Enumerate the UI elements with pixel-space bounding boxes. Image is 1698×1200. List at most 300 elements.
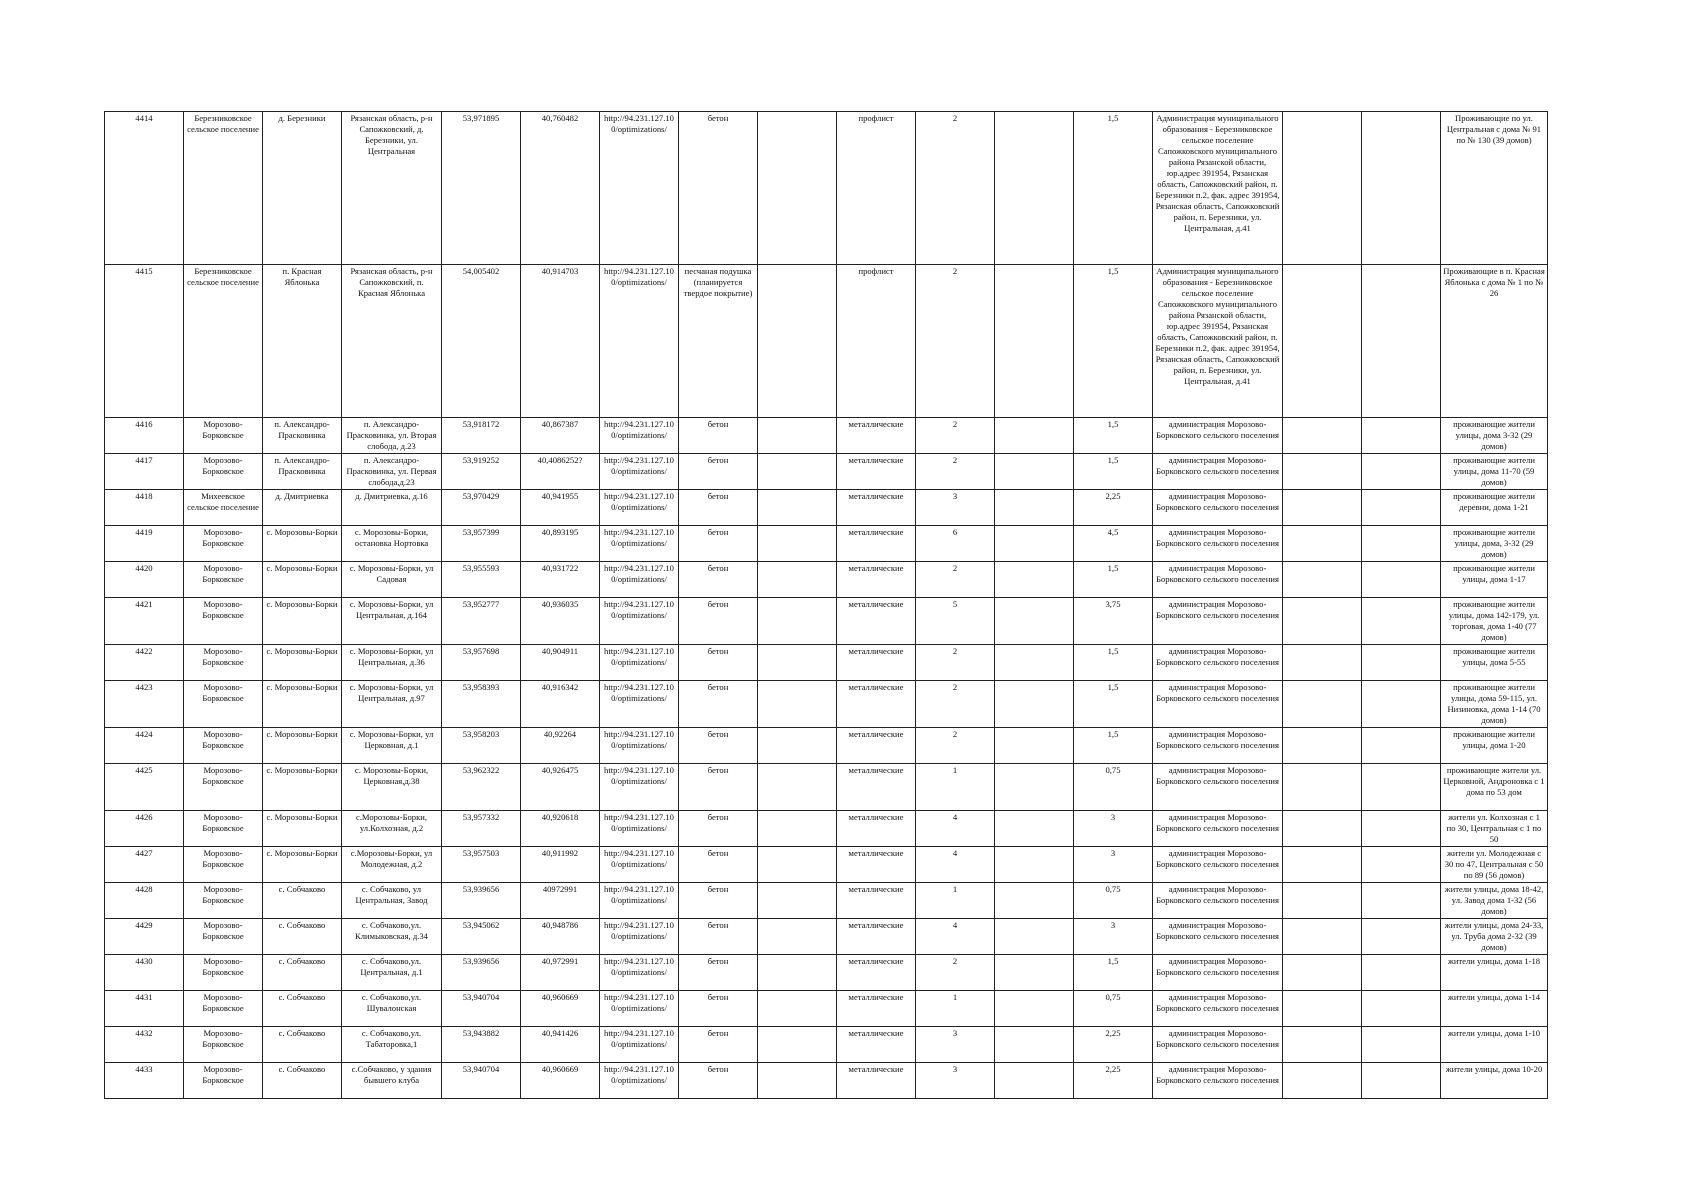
empty-cell <box>1283 490 1362 526</box>
link-cell: http://94.231.127.100/optimizations/ <box>600 645 679 681</box>
empty-cell <box>995 764 1074 811</box>
fence-cell: металлические <box>837 847 916 883</box>
container-count-cell: 2 <box>916 454 995 490</box>
fence-cell: металлические <box>837 562 916 598</box>
address-cell: с.Морозовы-Борки, ул.Колхозная, д.2 <box>342 811 442 847</box>
table-row <box>105 454 1548 490</box>
empty-cell <box>758 490 837 526</box>
registry-table <box>104 111 1548 1099</box>
address-cell: п. Александро-Прасковинка, ул. Первая слобода,д.23 <box>342 454 442 490</box>
latitude-cell: 53,940704 <box>442 991 521 1027</box>
surface-cell: песчаная подушка (планируется твердое покрытие) <box>679 265 758 418</box>
empty-cell <box>758 598 837 645</box>
empty-cell <box>1362 598 1441 645</box>
owner-cell: администрация Морозово-Борковского сельского поселения <box>1153 764 1283 811</box>
surface-cell: бетон <box>679 883 758 919</box>
locality-cell: с. Собчаково <box>263 1027 342 1063</box>
empty-cell <box>1362 526 1441 562</box>
empty-cell <box>758 1063 837 1099</box>
empty-cell <box>995 919 1074 955</box>
volume-cell: 1,5 <box>1074 955 1153 991</box>
container-count-cell: 1 <box>916 764 995 811</box>
table-row <box>105 418 1548 454</box>
fence-cell: металлические <box>837 955 916 991</box>
link-cell: http://94.231.127.100/optimizations/ <box>600 265 679 418</box>
locality-cell: с. Морозовы-Борки <box>263 681 342 728</box>
empty-cell <box>995 883 1074 919</box>
surface-cell: бетон <box>679 919 758 955</box>
volume-cell: 1,5 <box>1074 645 1153 681</box>
locality-cell: с. Собчаково <box>263 991 342 1027</box>
latitude-cell: 53,945062 <box>442 919 521 955</box>
owner-cell: администрация Морозово-Борковского сельского поселения <box>1153 991 1283 1027</box>
fence-cell: профлист <box>837 112 916 265</box>
table-row <box>105 764 1548 811</box>
link-cell: http://94.231.127.100/optimizations/ <box>600 490 679 526</box>
settlement-cell: Морозово-Борковское <box>184 955 263 991</box>
locality-cell: п. Красная Яблонька <box>263 265 342 418</box>
settlement-cell: Морозово-Борковское <box>184 645 263 681</box>
served-cell: проживающие жители улицы, дома 11-70 (59 домов) <box>1441 454 1548 490</box>
row-number: 4414 <box>105 112 184 265</box>
table-row <box>105 811 1548 847</box>
fence-cell: металлические <box>837 598 916 645</box>
empty-cell <box>1283 811 1362 847</box>
row-number: 4426 <box>105 811 184 847</box>
owner-cell: Администрация муниципального образования - Березниковское сельское поселение Сапожковского муниципального района Рязанской области, юр.адрес 391954, Рязанская область, Сапожковский район, п. Березники п.2, фак. адрес 391954, Рязанская область, Сапожковский район, п. Березники, ул. Центральная, д.41 <box>1153 265 1283 418</box>
empty-cell <box>1283 598 1362 645</box>
empty-cell <box>758 847 837 883</box>
volume-cell: 4,5 <box>1074 526 1153 562</box>
address-cell: с.Морозовы-Борки, ул Молодежная, д.2 <box>342 847 442 883</box>
fence-cell: металлические <box>837 728 916 764</box>
owner-cell: администрация Морозово-Борковского сельского поселения <box>1153 418 1283 454</box>
table-row <box>105 645 1548 681</box>
link-cell: http://94.231.127.100/optimizations/ <box>600 418 679 454</box>
empty-cell <box>1283 645 1362 681</box>
latitude-cell: 53,957332 <box>442 811 521 847</box>
container-count-cell: 4 <box>916 919 995 955</box>
address-cell: с. Собчаково,ул. Центральная, д.1 <box>342 955 442 991</box>
locality-cell: с. Собчаково <box>263 1063 342 1099</box>
fence-cell: металлические <box>837 1027 916 1063</box>
container-count-cell: 3 <box>916 1063 995 1099</box>
surface-cell: бетон <box>679 598 758 645</box>
surface-cell: бетон <box>679 1027 758 1063</box>
empty-cell <box>1283 919 1362 955</box>
table-row <box>105 955 1548 991</box>
empty-cell <box>758 454 837 490</box>
empty-cell <box>995 1063 1074 1099</box>
settlement-cell: Морозово-Борковское <box>184 418 263 454</box>
volume-cell: 1,5 <box>1074 112 1153 265</box>
owner-cell: администрация Морозово-Борковского сельского поселения <box>1153 847 1283 883</box>
owner-cell: администрация Морозово-Борковского сельского поселения <box>1153 645 1283 681</box>
empty-cell <box>758 764 837 811</box>
empty-cell <box>1283 418 1362 454</box>
fence-cell: металлические <box>837 418 916 454</box>
empty-cell <box>758 811 837 847</box>
row-number: 4425 <box>105 764 184 811</box>
empty-cell <box>995 562 1074 598</box>
address-cell: с. Морозовы-Борки, ул Садовая <box>342 562 442 598</box>
fence-cell: металлические <box>837 811 916 847</box>
empty-cell <box>1362 112 1441 265</box>
container-count-cell: 4 <box>916 847 995 883</box>
empty-cell <box>1362 811 1441 847</box>
empty-cell <box>995 112 1074 265</box>
fence-cell: металлические <box>837 526 916 562</box>
empty-cell <box>1362 847 1441 883</box>
empty-cell <box>995 681 1074 728</box>
address-cell: с. Морозовы-Борки, Церковная,д.38 <box>342 764 442 811</box>
link-cell: http://94.231.127.100/optimizations/ <box>600 991 679 1027</box>
locality-cell: с. Морозовы-Борки <box>263 847 342 883</box>
volume-cell: 3 <box>1074 847 1153 883</box>
empty-cell <box>1362 645 1441 681</box>
link-cell: http://94.231.127.100/optimizations/ <box>600 112 679 265</box>
empty-cell <box>1283 562 1362 598</box>
volume-cell: 0,75 <box>1074 991 1153 1027</box>
link-cell: http://94.231.127.100/optimizations/ <box>600 454 679 490</box>
served-cell: проживающие жители улицы, дома, 3-32 (29 домов) <box>1441 526 1548 562</box>
container-count-cell: 2 <box>916 645 995 681</box>
empty-cell <box>1283 454 1362 490</box>
volume-cell: 1,5 <box>1074 418 1153 454</box>
row-number: 4417 <box>105 454 184 490</box>
surface-cell: бетон <box>679 454 758 490</box>
link-cell: http://94.231.127.100/optimizations/ <box>600 1027 679 1063</box>
surface-cell: бетон <box>679 1063 758 1099</box>
empty-cell <box>995 847 1074 883</box>
address-cell: д. Дмитриевка, д.16 <box>342 490 442 526</box>
table-row <box>105 919 1548 955</box>
settlement-cell: Морозово-Борковское <box>184 454 263 490</box>
fence-cell: металлические <box>837 919 916 955</box>
fence-cell: металлические <box>837 681 916 728</box>
served-cell: жители улицы, дома 18-42, ул. Завод дома 1-32 (56 домов) <box>1441 883 1548 919</box>
served-cell: Проживающие по ул. Центральная с дома № 91 по № 130 (39 домов) <box>1441 112 1548 265</box>
row-number: 4428 <box>105 883 184 919</box>
volume-cell: 3,75 <box>1074 598 1153 645</box>
served-cell: жители улицы, дома 1-10 <box>1441 1027 1548 1063</box>
row-number: 4427 <box>105 847 184 883</box>
table-row <box>105 562 1548 598</box>
address-cell: с. Морозовы-Борки, остановка Нортовка <box>342 526 442 562</box>
fence-cell: металлические <box>837 883 916 919</box>
empty-cell <box>758 265 837 418</box>
latitude-cell: 53,918172 <box>442 418 521 454</box>
served-cell: жители улицы, дома 24-33, ул. Труба дома 2-32 (39 домов) <box>1441 919 1548 955</box>
surface-cell: бетон <box>679 847 758 883</box>
volume-cell: 1,5 <box>1074 562 1153 598</box>
row-number: 4415 <box>105 265 184 418</box>
locality-cell: д. Березники <box>263 112 342 265</box>
address-cell: Рязанская область, р-н Сапожковский, п. Красная Яблонька <box>342 265 442 418</box>
empty-cell <box>1362 955 1441 991</box>
settlement-cell: Морозово-Борковское <box>184 811 263 847</box>
owner-cell: администрация Морозово-Борковского сельского поселения <box>1153 490 1283 526</box>
container-count-cell: 2 <box>916 562 995 598</box>
table-row <box>105 1063 1548 1099</box>
row-number: 4422 <box>105 645 184 681</box>
link-cell: http://94.231.127.100/optimizations/ <box>600 883 679 919</box>
served-cell: жители улицы, дома 10-20 <box>1441 1063 1548 1099</box>
owner-cell: администрация Морозово-Борковского сельского поселения <box>1153 1063 1283 1099</box>
empty-cell <box>995 645 1074 681</box>
fence-cell: металлические <box>837 1063 916 1099</box>
latitude-cell: 53,952777 <box>442 598 521 645</box>
address-cell: с.Собчаково, у здания бывшего клуба <box>342 1063 442 1099</box>
table-row <box>105 526 1548 562</box>
address-cell: с. Морозовы-Борки, ул Центральная, д.97 <box>342 681 442 728</box>
row-number: 4432 <box>105 1027 184 1063</box>
fence-cell: металлические <box>837 764 916 811</box>
empty-cell <box>758 526 837 562</box>
locality-cell: с. Морозовы-Борки <box>263 645 342 681</box>
served-cell: проживающие жители улицы, дома 1-20 <box>1441 728 1548 764</box>
empty-cell <box>1362 265 1441 418</box>
container-count-cell: 2 <box>916 418 995 454</box>
latitude-cell: 53,957503 <box>442 847 521 883</box>
settlement-cell: Морозово-Борковское <box>184 598 263 645</box>
link-cell: http://94.231.127.100/optimizations/ <box>600 681 679 728</box>
container-count-cell: 3 <box>916 1027 995 1063</box>
settlement-cell: Морозово-Борковское <box>184 764 263 811</box>
empty-cell <box>758 1027 837 1063</box>
row-number: 4416 <box>105 418 184 454</box>
surface-cell: бетон <box>679 811 758 847</box>
empty-cell <box>758 418 837 454</box>
row-number: 4420 <box>105 562 184 598</box>
row-number: 4430 <box>105 955 184 991</box>
longitude-cell: 40,960669 <box>521 991 600 1027</box>
table-row <box>105 728 1548 764</box>
surface-cell: бетон <box>679 490 758 526</box>
table-row <box>105 112 1548 265</box>
empty-cell <box>995 418 1074 454</box>
empty-cell <box>1283 1027 1362 1063</box>
empty-cell <box>1362 728 1441 764</box>
empty-cell <box>995 811 1074 847</box>
empty-cell <box>1283 991 1362 1027</box>
settlement-cell: Морозово-Борковское <box>184 883 263 919</box>
empty-cell <box>1283 112 1362 265</box>
locality-cell: с. Морозовы-Борки <box>263 562 342 598</box>
longitude-cell: 40,904911 <box>521 645 600 681</box>
longitude-cell: 40,920618 <box>521 811 600 847</box>
longitude-cell: 40,760482 <box>521 112 600 265</box>
empty-cell <box>995 991 1074 1027</box>
latitude-cell: 53,957698 <box>442 645 521 681</box>
empty-cell <box>995 955 1074 991</box>
empty-cell <box>758 112 837 265</box>
empty-cell <box>1283 847 1362 883</box>
empty-cell <box>1362 1027 1441 1063</box>
empty-cell <box>995 454 1074 490</box>
owner-cell: администрация Морозово-Борковского сельского поселения <box>1153 562 1283 598</box>
owner-cell: администрация Морозово-Борковского сельского поселения <box>1153 1027 1283 1063</box>
served-cell: проживающие жители ул. Церковной, Андроновка с 1 дома по 53 дом <box>1441 764 1548 811</box>
volume-cell: 1,5 <box>1074 454 1153 490</box>
surface-cell: бетон <box>679 955 758 991</box>
volume-cell: 0,75 <box>1074 883 1153 919</box>
owner-cell: администрация Морозово-Борковского сельского поселения <box>1153 811 1283 847</box>
volume-cell: 2,25 <box>1074 1063 1153 1099</box>
settlement-cell: Березниковское сельское поселение <box>184 112 263 265</box>
empty-cell <box>758 883 837 919</box>
served-cell: проживающие жители улицы, дома 142-179, ул. торговая, дома 1-40 (77 домов) <box>1441 598 1548 645</box>
served-cell: жители улицы, дома 1-14 <box>1441 991 1548 1027</box>
table-row <box>105 1027 1548 1063</box>
owner-cell: администрация Морозово-Борковского сельского поселения <box>1153 598 1283 645</box>
container-count-cell: 1 <box>916 883 995 919</box>
latitude-cell: 53,943882 <box>442 1027 521 1063</box>
longitude-cell: 40,926475 <box>521 764 600 811</box>
empty-cell <box>1362 454 1441 490</box>
longitude-cell: 40,92264 <box>521 728 600 764</box>
settlement-cell: Морозово-Борковское <box>184 1027 263 1063</box>
empty-cell <box>1362 490 1441 526</box>
empty-cell <box>995 1027 1074 1063</box>
longitude-cell: 40,941426 <box>521 1027 600 1063</box>
served-cell: проживающие жители улицы, дома 1-17 <box>1441 562 1548 598</box>
empty-cell <box>995 598 1074 645</box>
volume-cell: 0,75 <box>1074 764 1153 811</box>
empty-cell <box>758 955 837 991</box>
owner-cell: администрация Морозово-Борковского сельского поселения <box>1153 526 1283 562</box>
address-cell: Рязанская область, р-н Сапожковский, д. Березники, ул. Центральная <box>342 112 442 265</box>
volume-cell: 1,5 <box>1074 265 1153 418</box>
link-cell: http://94.231.127.100/optimizations/ <box>600 598 679 645</box>
locality-cell: с. Собчаково <box>263 955 342 991</box>
table-row <box>105 991 1548 1027</box>
surface-cell: бетон <box>679 728 758 764</box>
surface-cell: бетон <box>679 112 758 265</box>
address-cell: с. Морозовы-Борки, ул Церковная, д.1 <box>342 728 442 764</box>
empty-cell <box>1283 681 1362 728</box>
owner-cell: администрация Морозово-Борковского сельского поселения <box>1153 883 1283 919</box>
latitude-cell: 53,940704 <box>442 1063 521 1099</box>
empty-cell <box>758 681 837 728</box>
fence-cell: профлист <box>837 265 916 418</box>
empty-cell <box>1283 955 1362 991</box>
row-number: 4429 <box>105 919 184 955</box>
longitude-cell: 40,867387 <box>521 418 600 454</box>
address-cell: с. Морозовы-Борки, ул Центральная, д.36 <box>342 645 442 681</box>
longitude-cell: 40,911992 <box>521 847 600 883</box>
volume-cell: 3 <box>1074 919 1153 955</box>
fence-cell: металлические <box>837 991 916 1027</box>
table-row <box>105 847 1548 883</box>
longitude-cell: 40,941955 <box>521 490 600 526</box>
address-cell: с. Морозовы-Борки, ул Центральная, д.164 <box>342 598 442 645</box>
locality-cell: с. Морозовы-Борки <box>263 526 342 562</box>
row-number: 4424 <box>105 728 184 764</box>
link-cell: http://94.231.127.100/optimizations/ <box>600 728 679 764</box>
empty-cell <box>758 919 837 955</box>
latitude-cell: 53,970429 <box>442 490 521 526</box>
locality-cell: п. Александро-Прасковинка <box>263 454 342 490</box>
latitude-cell: 53,955593 <box>442 562 521 598</box>
volume-cell: 2,25 <box>1074 1027 1153 1063</box>
settlement-cell: Михеевское сельское поселение <box>184 490 263 526</box>
settlement-cell: Морозово-Борковское <box>184 728 263 764</box>
address-cell: с. Собчаково, ул Центральная, Завод <box>342 883 442 919</box>
container-count-cell: 4 <box>916 811 995 847</box>
latitude-cell: 53,939656 <box>442 955 521 991</box>
empty-cell <box>1362 1063 1441 1099</box>
link-cell: http://94.231.127.100/optimizations/ <box>600 811 679 847</box>
table-row <box>105 598 1548 645</box>
row-number: 4423 <box>105 681 184 728</box>
row-number: 4421 <box>105 598 184 645</box>
empty-cell <box>1362 919 1441 955</box>
container-count-cell: 5 <box>916 598 995 645</box>
empty-cell <box>1283 728 1362 764</box>
owner-cell: администрация Морозово-Борковского сельского поселения <box>1153 728 1283 764</box>
empty-cell <box>995 265 1074 418</box>
longitude-cell: 40,972991 <box>521 955 600 991</box>
settlement-cell: Березниковское сельское поселение <box>184 265 263 418</box>
empty-cell <box>1283 526 1362 562</box>
link-cell: http://94.231.127.100/optimizations/ <box>600 526 679 562</box>
locality-cell: с. Собчаково <box>263 883 342 919</box>
empty-cell <box>1362 681 1441 728</box>
container-count-cell: 2 <box>916 112 995 265</box>
settlement-cell: Морозово-Борковское <box>184 991 263 1027</box>
longitude-cell: 40,931722 <box>521 562 600 598</box>
empty-cell <box>1283 764 1362 811</box>
locality-cell: п. Александро-Прасковинка <box>263 418 342 454</box>
volume-cell: 3 <box>1074 811 1153 847</box>
fence-cell: металлические <box>837 454 916 490</box>
settlement-cell: Морозово-Борковское <box>184 847 263 883</box>
empty-cell <box>758 728 837 764</box>
empty-cell <box>758 645 837 681</box>
owner-cell: администрация Морозово-Борковского сельского поселения <box>1153 955 1283 991</box>
surface-cell: бетон <box>679 562 758 598</box>
container-count-cell: 2 <box>916 955 995 991</box>
served-cell: проживающие жители улицы, дома 59-115, ул. Низиновка, дома 1-14 (70 домов) <box>1441 681 1548 728</box>
container-count-cell: 2 <box>916 728 995 764</box>
latitude-cell: 53,971895 <box>442 112 521 265</box>
empty-cell <box>758 562 837 598</box>
empty-cell <box>1362 991 1441 1027</box>
empty-cell <box>995 728 1074 764</box>
surface-cell: бетон <box>679 681 758 728</box>
address-cell: с. Собчаково,ул. Климыковская, д.34 <box>342 919 442 955</box>
surface-cell: бетон <box>679 526 758 562</box>
link-cell: http://94.231.127.100/optimizations/ <box>600 562 679 598</box>
latitude-cell: 54,005402 <box>442 265 521 418</box>
latitude-cell: 53,962322 <box>442 764 521 811</box>
served-cell: жители улицы, дома 1-18 <box>1441 955 1548 991</box>
row-number: 4419 <box>105 526 184 562</box>
empty-cell <box>758 991 837 1027</box>
settlement-cell: Морозово-Борковское <box>184 681 263 728</box>
container-count-cell: 3 <box>916 490 995 526</box>
row-number: 4418 <box>105 490 184 526</box>
surface-cell: бетон <box>679 764 758 811</box>
empty-cell <box>1362 418 1441 454</box>
served-cell: проживающие жители улицы, дома 3-32 (29 домов) <box>1441 418 1548 454</box>
longitude-cell: 40,948786 <box>521 919 600 955</box>
latitude-cell: 53,957399 <box>442 526 521 562</box>
table-row <box>105 490 1548 526</box>
container-count-cell: 2 <box>916 681 995 728</box>
volume-cell: 2,25 <box>1074 490 1153 526</box>
